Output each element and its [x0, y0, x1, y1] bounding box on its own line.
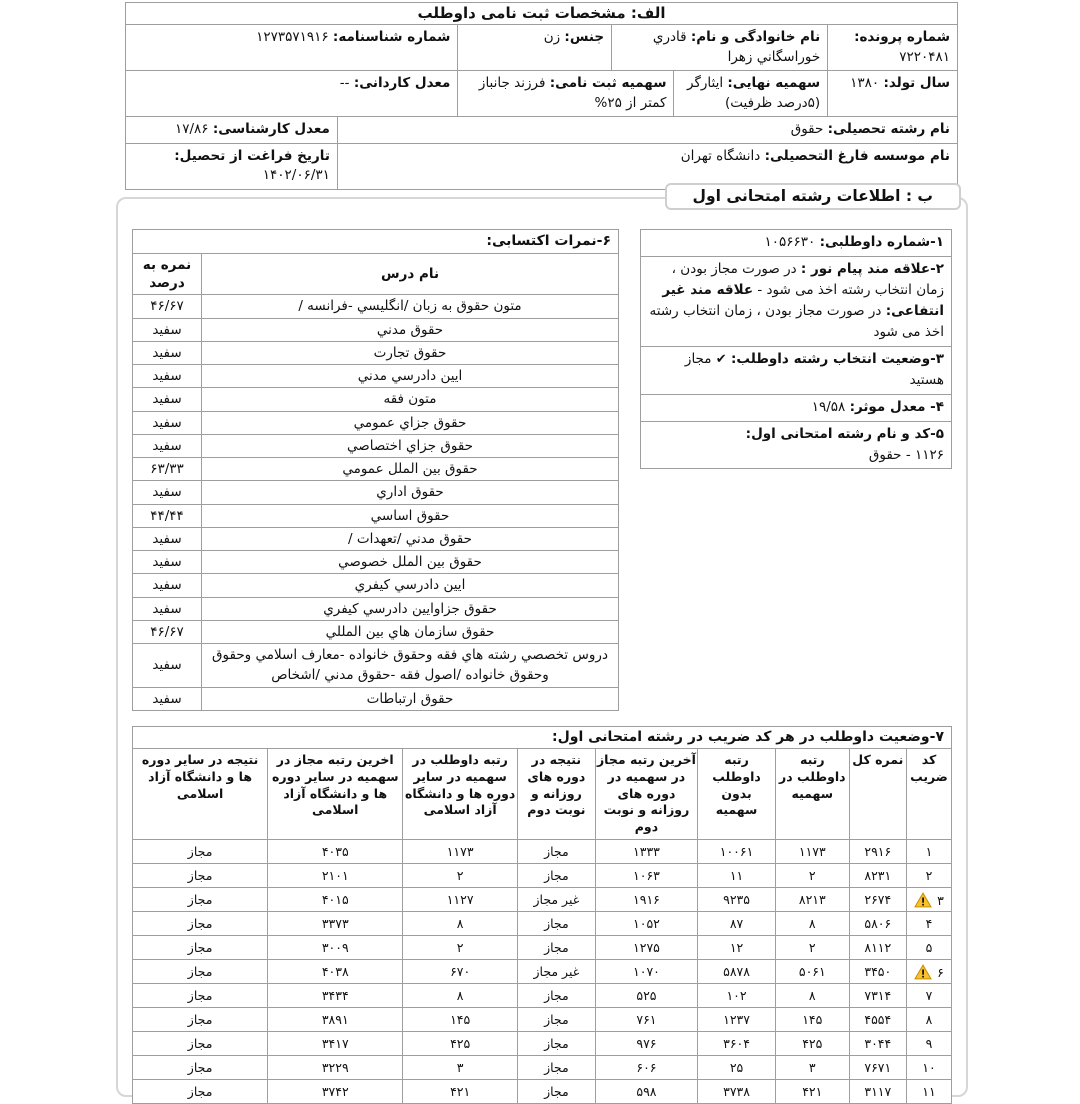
final-quota-cell	[674, 71, 828, 116]
coef-cell: ۱۱۷۳	[775, 840, 849, 864]
effective-gpa-item	[641, 395, 951, 422]
course-score: سفید	[133, 644, 202, 688]
coef-cell: مجاز	[133, 888, 268, 912]
check-icon: ✔	[715, 351, 727, 367]
grad-date-value: ۱۴۰۲/۰۶/۳۱	[262, 167, 330, 184]
coef-row	[133, 1008, 952, 1032]
coef-code-value: ۶	[937, 964, 944, 980]
coef-cell: ۵۹۸	[595, 1080, 697, 1104]
study-field-value: حقوق	[790, 121, 824, 138]
coef-cell: مجاز	[133, 960, 268, 984]
national-id-cell	[126, 25, 458, 70]
coef-table	[132, 748, 952, 1104]
coef-cell: مجاز	[133, 840, 268, 864]
coef-cell: مجاز	[133, 1056, 268, 1080]
section-b-top-area	[118, 199, 966, 711]
first-exam-field-value: ۱۱۲۶ - حقوق	[868, 446, 944, 463]
coef-cell: ۴۰۳۵	[268, 840, 403, 864]
coef-cell: مجاز	[133, 984, 268, 1008]
score-row	[133, 687, 619, 710]
course-name: حقوق اساسي	[202, 504, 619, 527]
reg-quota-label: سهمیه ثبت نامی:	[549, 75, 667, 92]
coef-cell: ۱۲	[698, 936, 776, 960]
coef-cell: ۲۹۱۶	[849, 840, 906, 864]
assoc-gpa-value: --	[339, 75, 350, 92]
coef-cell: ۷۶۱	[595, 1008, 697, 1032]
coef-cell: ۱۱۷۳	[403, 840, 518, 864]
course-score: سفید	[133, 434, 202, 457]
course-score: سفید	[133, 687, 202, 710]
assoc-gpa-cell	[126, 71, 458, 116]
coef-cell: ۲	[403, 864, 518, 888]
score-row	[133, 365, 619, 388]
final-quota-value: ایثارگر (۵درصد ظرفیت)	[687, 75, 821, 111]
score-row	[133, 318, 619, 341]
gender-label: جنس:	[564, 29, 605, 45]
course-name: دروس تخصصي رشته هاي فقه وحقوق خانواده -معارف اسلامي وحقوق وحقوق خانواده /اصول فقه -حقوق مدني /اشخاص	[202, 644, 619, 688]
coef-cell: ۳۰۴۴	[849, 1032, 906, 1056]
first-exam-field-item	[641, 422, 951, 469]
course-name: حقوق جزاي عمومي	[202, 411, 619, 434]
bsc-gpa-value: ۱۷/۸۶	[174, 121, 209, 138]
coef-cell: ۳۱۱۷	[849, 1080, 906, 1104]
coef-section	[132, 726, 952, 1104]
coef-column-header: نتیجه در دوره های روزانه و نوبت دوم	[517, 748, 595, 839]
file-number-label: شماره پرونده:	[854, 29, 950, 45]
coef-row	[133, 1032, 952, 1056]
grad-date-cell	[126, 144, 338, 189]
coef-cell: ۸	[775, 912, 849, 936]
coef-cell: ۸	[403, 912, 518, 936]
coef-cell: ۲	[775, 936, 849, 960]
coef-cell: مجاز	[133, 1032, 268, 1056]
nonprofit-interest-text: در صورت مجاز بودن ، زمان انتخاب رشته اخذ می شود	[649, 302, 944, 340]
course-name: متون حقوق به زبان /انگلیسي -فرانسه /	[202, 295, 619, 318]
bsc-gpa-cell	[126, 117, 338, 143]
coef-code-cell	[906, 960, 951, 984]
coef-header-row	[133, 748, 952, 839]
coef-row	[133, 864, 952, 888]
coef-cell: ۷۳۱۴	[849, 984, 906, 1008]
score-row	[133, 295, 619, 318]
course-score: سفید	[133, 388, 202, 411]
scores-table-head	[133, 230, 619, 295]
final-quota-label: سهمیه نهایی:	[727, 75, 821, 92]
scores-table	[132, 229, 619, 711]
course-score: سفید	[133, 527, 202, 550]
coef-code-cell: ۱۰	[906, 1056, 951, 1080]
coef-cell: ۱۲۷۵	[595, 936, 697, 960]
course-score: ۴۶/۶۷	[133, 620, 202, 643]
coef-code-cell	[906, 888, 951, 912]
payamnoor-interest-item	[641, 257, 951, 347]
candidate-number-label: ۱-شماره داوطلبی:	[819, 234, 944, 250]
score-row	[133, 434, 619, 457]
national-id-value: ۱۲۷۳۵۷۱۹۱۶	[256, 29, 329, 45]
coef-code-value: ۳	[937, 892, 944, 908]
course-score: سفید	[133, 365, 202, 388]
course-name: حقوق اداري	[202, 481, 619, 504]
coef-cell: مجاز	[517, 936, 595, 960]
study-field-cell	[338, 117, 957, 143]
birth-year-value: ۱۳۸۰	[850, 75, 880, 92]
coef-cell: ۲	[775, 864, 849, 888]
course-name: حقوق ارتباطات	[202, 687, 619, 710]
course-name: متون فقه	[202, 388, 619, 411]
bsc-gpa-label: معدل کارشناسی:	[212, 121, 330, 138]
coef-cell: ۴۵۵۴	[849, 1008, 906, 1032]
scores-header-row	[133, 253, 619, 294]
full-name-label: نام خانوادگی و نام:	[690, 29, 821, 45]
coef-cell: ۳۰۰۹	[268, 936, 403, 960]
coef-column-header: کد ضریب	[906, 748, 951, 839]
score-row	[133, 411, 619, 434]
warning-triangle-icon	[914, 892, 932, 908]
coef-cell: مجاز	[517, 1080, 595, 1104]
coef-cell: ۷۶۷۱	[849, 1056, 906, 1080]
coef-cell: ۴۲۱	[403, 1080, 518, 1104]
coef-code-cell: ۱۱	[906, 1080, 951, 1104]
coef-code-cell: ۹	[906, 1032, 951, 1056]
scores-table-title: ۶-نمرات اکتسابی:	[133, 230, 619, 254]
coef-cell: ۳۴۳۴	[268, 984, 403, 1008]
course-score: سفید	[133, 574, 202, 597]
candidate-number-item	[641, 230, 951, 257]
nonprofit-interest-label: علاقه مند غیر انتفاعی:	[662, 281, 944, 319]
course-score: سفید	[133, 481, 202, 504]
coef-cell: ۴۰۱۵	[268, 888, 403, 912]
coef-code-cell: ۱	[906, 840, 951, 864]
score-row	[133, 481, 619, 504]
coef-cell: ۱۰۰۶۱	[698, 840, 776, 864]
coef-column-header: اخرین رتبه مجاز در سهمیه در سایر دوره ها و دانشگاه آزاد اسلامی	[268, 748, 403, 839]
coef-cell: ۱۰۶۳	[595, 864, 697, 888]
full-name-value: قادري خوراسگاني زهرا	[652, 29, 821, 65]
first-exam-field-label: ۵-کد و نام رشته امتحانی اول:	[745, 425, 944, 442]
coef-cell: مجاز	[517, 840, 595, 864]
score-row	[133, 458, 619, 481]
course-name: ایین دادرسي مدني	[202, 365, 619, 388]
score-row	[133, 597, 619, 620]
coef-cell: غیر مجاز	[517, 888, 595, 912]
table-row	[126, 25, 957, 71]
coef-row	[133, 936, 952, 960]
coef-cell: ۴۲۵	[403, 1032, 518, 1056]
coef-cell: ۱۳۳۳	[595, 840, 697, 864]
coef-cell: ۵۲۵	[595, 984, 697, 1008]
course-score: سفید	[133, 597, 202, 620]
coef-cell: مجاز	[133, 912, 268, 936]
coef-cell: ۸۲۱۳	[775, 888, 849, 912]
coef-row	[133, 984, 952, 1008]
grad-date-label: تاریخ فراغت از تحصیل:	[174, 147, 330, 164]
scores-title-row	[133, 230, 619, 254]
file-number-cell	[828, 25, 957, 70]
coef-cell: مجاز	[133, 1080, 268, 1104]
coef-cell: ۵۸۰۶	[849, 912, 906, 936]
score-row	[133, 620, 619, 643]
coef-row	[133, 1080, 952, 1104]
reg-quota-cell	[458, 71, 674, 116]
reg-quota-value: فرزند جانباز کمتر از ۲۵%	[478, 75, 667, 111]
score-row	[133, 341, 619, 364]
coef-cell: ۳۸۹۱	[268, 1008, 403, 1032]
coef-cell: غیر مجاز	[517, 960, 595, 984]
effective-gpa-value: ۱۹/۵۸	[811, 398, 846, 415]
section-a-title: الف: مشخصات ثبت نامی داوطلب	[126, 3, 957, 25]
course-name: حقوق جزاوایین دادرسي کیفري	[202, 597, 619, 620]
coef-cell: مجاز	[133, 864, 268, 888]
payamnoor-interest-label: ۲-علاقه مند پیام نور :	[800, 260, 944, 277]
coef-column-header: رتبه داوطلب در سهمیه در سایر دوره ها و دانشگاه آزاد اسلامی	[403, 748, 518, 839]
section-b-title: ب : اطلاعات رشته امتحانی اول	[665, 183, 961, 210]
coef-cell: ۳۶۰۴	[698, 1032, 776, 1056]
table-row	[126, 117, 957, 144]
course-name: حقوق تجارت	[202, 341, 619, 364]
candidate-number-value: ۱۰۵۶۶۳۰	[764, 234, 816, 250]
coef-cell: ۲	[403, 936, 518, 960]
gender-value: زن	[543, 29, 561, 45]
coef-cell: ۳۴۵۰	[849, 960, 906, 984]
coef-cell: ۲۱۰۱	[268, 864, 403, 888]
coef-table-body	[133, 840, 952, 1104]
coef-code-cell: ۷	[906, 984, 951, 1008]
coef-row	[133, 888, 952, 912]
score-row	[133, 574, 619, 597]
coef-cell: مجاز	[517, 1056, 595, 1080]
coef-cell: ۵۰۶۱	[775, 960, 849, 984]
coef-cell: مجاز	[133, 936, 268, 960]
course-score: سفید	[133, 318, 202, 341]
coef-cell: ۶۰۶	[595, 1056, 697, 1080]
course-name: ایین دادرسي کیفري	[202, 574, 619, 597]
coef-cell: ۱۰۲	[698, 984, 776, 1008]
coef-cell: ۸۲۳۱	[849, 864, 906, 888]
coef-cell: ۴۲۵	[775, 1032, 849, 1056]
coef-cell: ۱۰۷۰	[595, 960, 697, 984]
coef-cell: ۹۷۶	[595, 1032, 697, 1056]
coef-code-cell: ۲	[906, 864, 951, 888]
coef-cell: ۲۶۷۴	[849, 888, 906, 912]
coef-cell: ۱۴۵	[775, 1008, 849, 1032]
coef-cell: ۶۷۰	[403, 960, 518, 984]
coef-column-header: نتیجه در سایر دوره ها و دانشگاه آزاد اسلامی	[133, 748, 268, 839]
scores-table-body	[133, 295, 619, 711]
coef-cell: ۸	[775, 984, 849, 1008]
selection-status-label: ۳-وضعیت انتخاب رشته داوطلب:	[731, 350, 944, 367]
course-score: سفید	[133, 551, 202, 574]
national-id-label: شماره شناسنامه:	[332, 29, 451, 45]
coef-cell: ۴۰۳۸	[268, 960, 403, 984]
coef-cell: ۳۷۳۸	[698, 1080, 776, 1104]
section-b-container	[116, 187, 968, 1100]
institute-label: نام موسسه فارغ التحصیلی:	[764, 147, 950, 164]
coef-code-cell: ۸	[906, 1008, 951, 1032]
coef-cell: مجاز	[517, 1008, 595, 1032]
selection-status-value: مجاز هستید	[684, 350, 944, 388]
table-row	[126, 71, 957, 117]
coef-row	[133, 912, 952, 936]
birth-year-label: سال تولد:	[883, 75, 950, 92]
coef-table-head	[133, 748, 952, 839]
coef-cell: ۵۸۷۸	[698, 960, 776, 984]
coef-cell: ۸۷	[698, 912, 776, 936]
course-name: حقوق مدني	[202, 318, 619, 341]
coef-code-cell: ۵	[906, 936, 951, 960]
coef-cell: ۴۲۱	[775, 1080, 849, 1104]
coef-cell: مجاز	[517, 984, 595, 1008]
coef-cell: ۱۴۵	[403, 1008, 518, 1032]
coef-code-cell: ۴	[906, 912, 951, 936]
course-name: حقوق جزاي اختصاصي	[202, 434, 619, 457]
coef-column-header: آخرین رتبه مجاز در سهمیه در دوره های روزانه و نوبت دوم	[595, 748, 697, 839]
course-score: ۴۴/۴۴	[133, 504, 202, 527]
score-row	[133, 527, 619, 550]
coef-table-title: ۷-وضعیت داوطلب در هر کد ضریب در رشته امتحانی اول:	[132, 726, 952, 748]
institute-value: دانشگاه تهران	[680, 147, 761, 164]
coef-cell: مجاز	[133, 1008, 268, 1032]
coef-cell: ۳	[403, 1056, 518, 1080]
score-row	[133, 551, 619, 574]
coef-column-header: رتبه داوطلب در سهمیه	[775, 748, 849, 839]
course-score: ۶۳/۳۳	[133, 458, 202, 481]
course-name: حقوق سازمان هاي بین المللي	[202, 620, 619, 643]
course-column-header: نام درس	[202, 253, 619, 294]
coef-cell: ۱۱۲۷	[403, 888, 518, 912]
coef-cell: ۳۷۴۲	[268, 1080, 403, 1104]
course-score: سفید	[133, 341, 202, 364]
full-name-cell	[612, 25, 828, 70]
coef-cell: ۱۲۳۷	[698, 1008, 776, 1032]
course-name: حقوق بین الملل خصوصي	[202, 551, 619, 574]
coef-cell: ۲۵	[698, 1056, 776, 1080]
coef-cell: ۱۹۱۶	[595, 888, 697, 912]
coef-column-header: نمره کل	[849, 748, 906, 839]
coef-cell: ۳۲۲۹	[268, 1056, 403, 1080]
coef-cell: مجاز	[517, 1032, 595, 1056]
warning-triangle-icon	[914, 964, 932, 980]
course-score: ۴۶/۶۷	[133, 295, 202, 318]
assoc-gpa-label: معدل کاردانی:	[353, 75, 451, 92]
course-name: حقوق بین الملل عمومي	[202, 458, 619, 481]
effective-gpa-label: ۴- معدل موثر:	[849, 398, 944, 415]
score-row	[133, 644, 619, 688]
coef-cell: ۱۱	[698, 864, 776, 888]
course-score: سفید	[133, 411, 202, 434]
study-field-label: نام رشته تحصیلی:	[827, 121, 950, 138]
coef-cell: مجاز	[517, 864, 595, 888]
coef-cell: ۱۰۵۲	[595, 912, 697, 936]
course-name: حقوق مدني /تعهدات /	[202, 527, 619, 550]
coef-cell: ۸۱۱۲	[849, 936, 906, 960]
payamnoor-interest-text: در صورت مجاز بودن ، زمان انتخاب رشته اخذ می شود -	[671, 260, 944, 298]
score-row	[133, 388, 619, 411]
coef-column-header: رتبه داوطلب بدون سهمیه	[698, 748, 776, 839]
coef-cell: ۳۴۱۷	[268, 1032, 403, 1056]
file-number-value: ۷۲۲۰۴۸۱	[899, 48, 950, 65]
coef-cell: ۳۳۷۳	[268, 912, 403, 936]
coef-cell: ۸	[403, 984, 518, 1008]
exam-info-panel	[640, 229, 952, 469]
score-row	[133, 504, 619, 527]
birth-year-cell	[828, 71, 957, 116]
applicant-info-table	[125, 2, 958, 190]
coef-row	[133, 840, 952, 864]
coef-row	[133, 960, 952, 984]
coef-row	[133, 1056, 952, 1080]
gender-cell	[458, 25, 612, 70]
coef-cell: مجاز	[517, 912, 595, 936]
coef-cell: ۹۲۳۵	[698, 888, 776, 912]
coef-cell: ۳	[775, 1056, 849, 1080]
score-column-header: نمره به درصد	[133, 253, 202, 294]
selection-status-item	[641, 347, 951, 395]
